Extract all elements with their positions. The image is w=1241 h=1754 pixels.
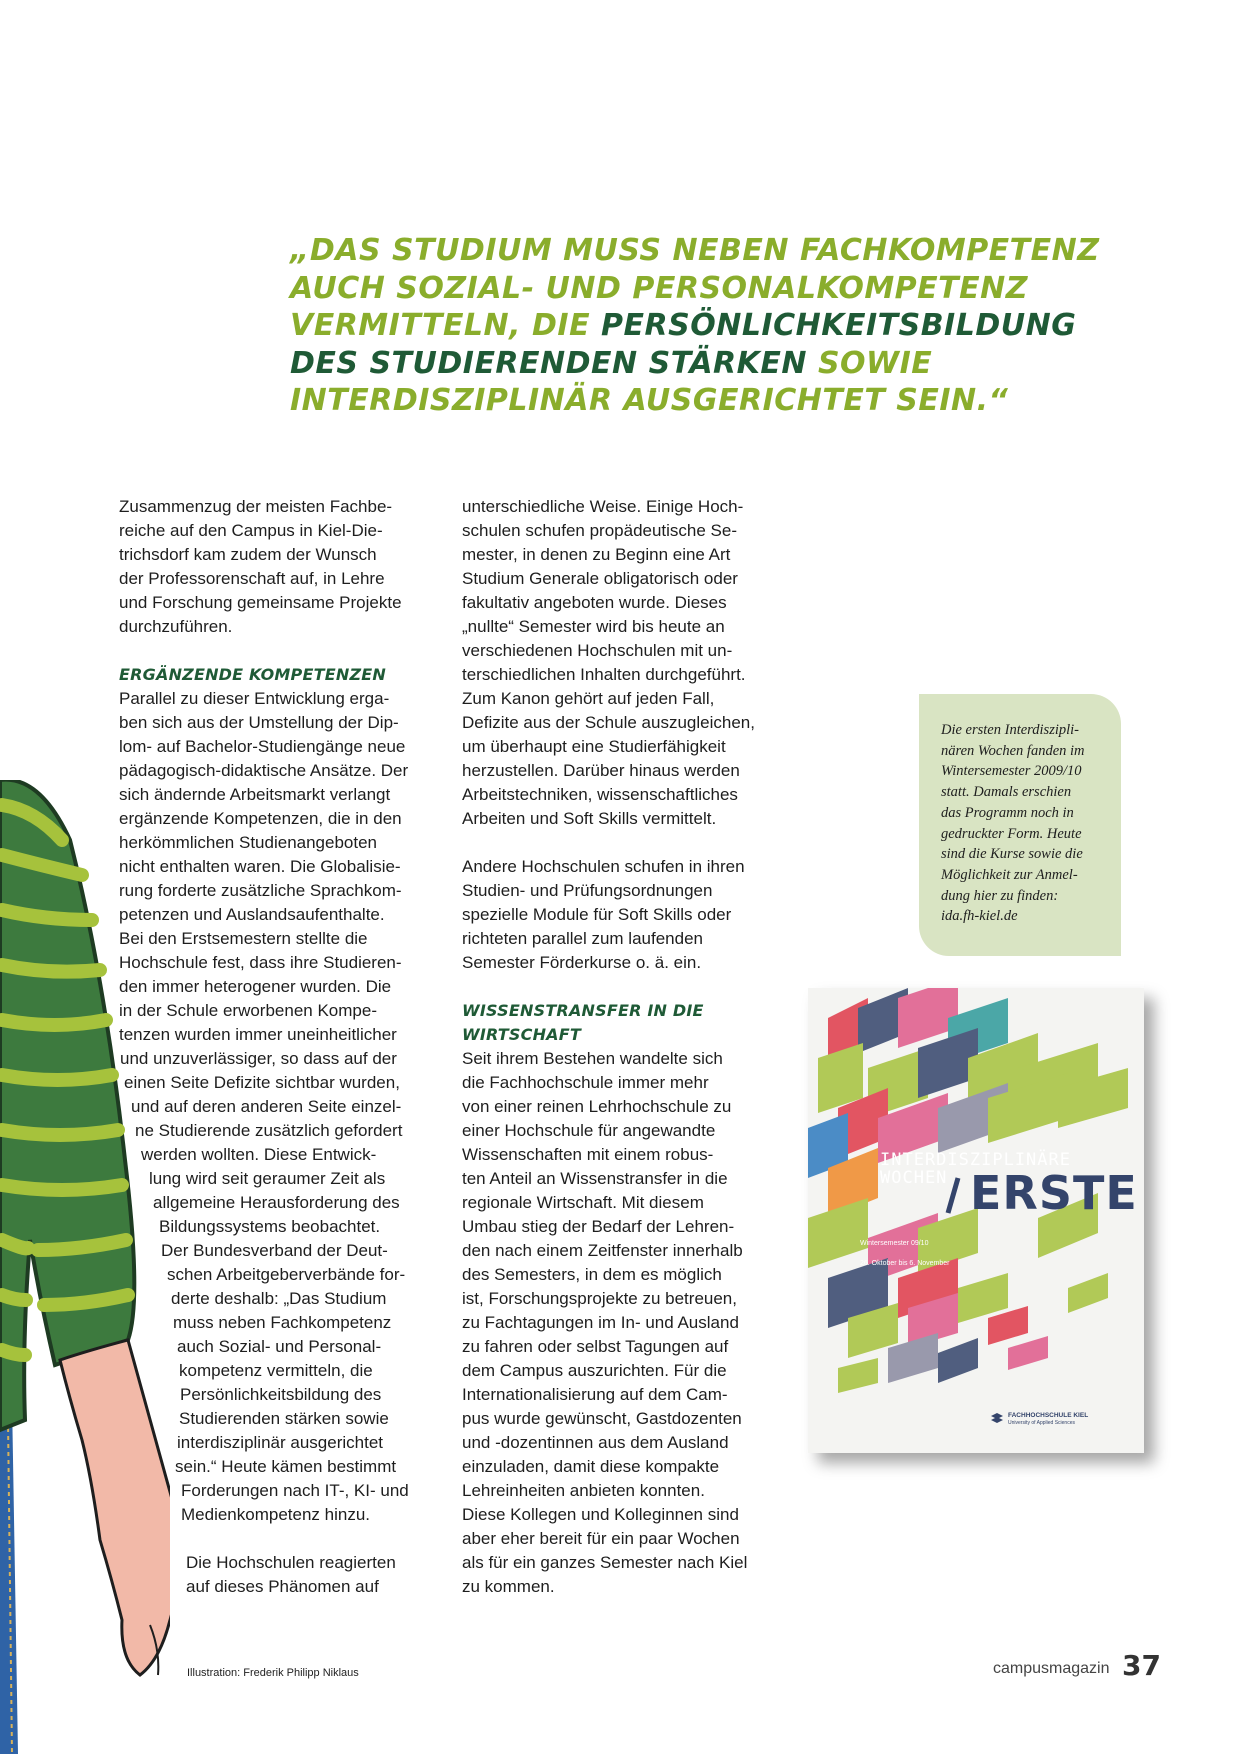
text-line: zu Fachtagungen im In- und Ausland — [462, 1313, 739, 1332]
text-line: um überhaupt eine Studierfähigkeit — [462, 737, 726, 756]
cover-big-word: ERSTE — [970, 1166, 1138, 1220]
text-line: nären Wochen fanden im — [941, 742, 1085, 759]
heading-line: WIRTSCHAFT — [462, 1025, 581, 1044]
cover-semester: Wintersemester 09/10 — [860, 1240, 929, 1247]
text-line: ben sich aus der Umstellung der Dip- — [119, 713, 399, 732]
text-line: Der Bundesverband der Deut- — [161, 1241, 388, 1260]
text-line: dem Campus auszurichten. Für die — [462, 1361, 727, 1380]
text-line: derte deshalb: „Das Studium — [171, 1289, 387, 1308]
text-line: statt. Damals erschien — [941, 784, 1072, 801]
text-line: auch Sozial- und Personal- — [177, 1337, 382, 1356]
page-number: 37 — [1122, 1649, 1161, 1682]
quote-line-1: „DAS STUDIUM MUSS NEBEN FACHKOMPETENZ — [290, 233, 1100, 268]
text-line: zu fahren oder selbst Tagungen auf — [462, 1337, 729, 1356]
section-heading-ergaenzende-kompetenzen: ERGÄNZENDE KOMPETENZEN — [119, 665, 386, 684]
text-line: gedruckter Form. Heute — [941, 825, 1082, 842]
text-line: Studium Generale obligatorisch oder — [462, 569, 738, 588]
cover-title-line-2: WOCHEN — [880, 1168, 948, 1188]
text-line: muss neben Fachkompetenz — [173, 1313, 392, 1332]
text-line: regionale Wirtschaft. Mit diesem — [462, 1193, 704, 1212]
text-line: Wintersemester 2009/10 — [941, 763, 1082, 780]
text-line: sind die Kurse sowie die — [941, 846, 1083, 863]
text-line: schen Arbeitgeberverbände for- — [167, 1265, 406, 1284]
book-cover-image — [808, 988, 1144, 1453]
paragraph — [119, 495, 439, 639]
text-line: „nullte“ Semester wird bis heute an — [462, 617, 725, 636]
text-line: Defizite aus der Schule auszugleichen, — [462, 713, 755, 732]
paragraph — [462, 495, 802, 831]
text-line: sein.“ Heute kämen bestimmt — [175, 1457, 397, 1476]
text-line: ida.fh-kiel.de — [941, 908, 1018, 925]
text-line: und unzuverlässiger, so dass auf der — [120, 1049, 397, 1068]
text-line: mester, in denen zu Beginn eine Art — [462, 545, 731, 564]
article-column-2 — [462, 495, 802, 1599]
text-line: Hochschule fest, dass ihre Studieren- — [119, 953, 402, 972]
text-line: von einer reinen Lehrhochschule zu — [462, 1097, 732, 1116]
text-line: ergänzende Kompetenzen, die in den — [119, 809, 402, 828]
text-line: durchzuführen. — [119, 617, 233, 636]
text-line: Arbeiten und Soft Skills vermittelt. — [462, 809, 717, 828]
text-line: auf dieses Phänomen auf — [186, 1577, 379, 1596]
text-line: ne Studierende zusätzlich gefordert — [135, 1121, 403, 1140]
text-line: pädagogisch-didaktische Ansätze. Der — [119, 761, 409, 780]
text-line: einer Hochschule für angewandte — [462, 1121, 716, 1140]
quote-line-5: INTERDISZIPLINÄR AUSGERICHTET SEIN.“ — [290, 383, 1009, 418]
text-line: Seit ihrem Bestehen wandelte sich — [462, 1049, 723, 1068]
text-line: herkömmlichen Studienangeboten — [119, 833, 378, 852]
quote-line-3a: VERMITTELN, DIE — [290, 308, 602, 343]
text-line: und -dozentinnen aus dem Ausland — [462, 1433, 729, 1452]
text-line: aber eher bereit für ein paar Wochen — [462, 1529, 740, 1548]
paragraph — [462, 855, 802, 975]
quote-line-4b: SOWIE — [807, 345, 933, 381]
text-line: unterschiedliche Weise. Einige Hoch- — [462, 497, 744, 516]
text-line: richteten parallel zum laufenden — [462, 929, 703, 948]
text-line: den nach einem Zeitfenster innerhalb — [462, 1241, 743, 1260]
text-line: allgemeine Herausforderung des — [153, 1193, 400, 1212]
text-line: rung forderte zusätzliche Sprachkom- — [119, 881, 402, 900]
text-line: trichsdorf kam zudem der Wunsch — [119, 545, 377, 564]
text-line: Zum Kanon gehört auf jeden Fall, — [462, 689, 715, 708]
cover-dates: 26. Oktober bis 6. November — [860, 1260, 950, 1267]
text-line: und Forschung gemeinsame Projekte — [119, 593, 402, 612]
text-line: tenzen wurden immer uneinheitlicher — [119, 1025, 397, 1044]
text-line: Parallel zu dieser Entwicklung erga- — [119, 689, 390, 708]
text-line: sich ändernde Arbeitsmarkt verlangt — [119, 785, 391, 804]
text-line: den immer heterogener wurden. Die — [119, 977, 392, 996]
text-line: schulen schufen propädeutische Se- — [462, 521, 738, 540]
text-line: zu kommen. — [462, 1577, 555, 1596]
text-line: petenzen und Auslandsaufenthalte. — [119, 905, 385, 924]
fh-kiel-logo-icon — [990, 1412, 1004, 1426]
text-line: und auf deren anderen Seite einzel- — [131, 1097, 402, 1116]
paragraph — [462, 1047, 802, 1599]
text-line: Semester Förderkurse o. ä. ein. — [462, 953, 702, 972]
paragraph — [119, 687, 439, 1527]
text-line: lom- auf Bachelor-Studiengänge neue — [119, 737, 406, 756]
section-heading-wissenstransfer — [462, 999, 802, 1047]
text-line: des Semesters, in dem es möglich — [462, 1265, 722, 1284]
text-line: Bildungssystems beobachtet. — [159, 1217, 381, 1236]
magazine-name: campusmagazin — [993, 1660, 1110, 1677]
text-line: terschiedlichen Inhalten durchgeführt. — [462, 665, 746, 684]
sidebar-note — [919, 694, 1121, 956]
article-column-1 — [119, 495, 439, 1599]
pull-quote — [290, 232, 1100, 420]
text-line: Medienkompetenz hinzu. — [181, 1505, 371, 1524]
text-line: in der Schule erworbenen Kompe- — [119, 1001, 377, 1020]
text-line: Arbeitstechniken, wissenschaftliches — [462, 785, 738, 804]
quote-line-4a: DES STUDIERENDEN STÄRKEN — [290, 345, 807, 381]
text-line: Bei den Erstsemestern stellte die — [119, 929, 368, 948]
cover-title-line-1: INTERDISZIPLINÄRE — [880, 1150, 1071, 1170]
text-line: Die ersten Interdiszipli- — [941, 722, 1079, 738]
paragraph — [119, 1551, 439, 1599]
text-line: das Programm noch in — [941, 804, 1074, 821]
book-cover-graphic — [808, 988, 1144, 1453]
heading-line: WISSENSTRANSFER IN DIE — [462, 1001, 704, 1020]
text-line: werden wollten. Diese Entwick- — [141, 1145, 377, 1164]
text-line: einen Seite Defizite sichtbar wurden, — [124, 1073, 400, 1092]
text-line: Die Hochschulen reagierten — [186, 1553, 396, 1572]
quote-line-2: AUCH SOZIAL- UND PERSONALKOMPETENZ — [290, 270, 1028, 306]
cover-publisher: FACHHOCHSCHULE KIEL — [1008, 1412, 1089, 1419]
text-line: Persönlichkeitsbildung des — [180, 1385, 382, 1404]
text-line: pus wurde gewünscht, Gastdozenten — [462, 1409, 742, 1428]
text-line: reiche auf den Campus in Kiel-Die- — [119, 521, 383, 540]
text-line: nicht enthalten waren. Die Globalisie- — [119, 857, 401, 876]
text-line: als für ein ganzes Semester nach Kiel — [462, 1553, 748, 1572]
text-line: die Fachhochschule immer mehr — [462, 1073, 709, 1092]
text-line: Internationalisierung auf dem Cam- — [462, 1385, 728, 1404]
text-line: Lehreinheiten anbieten konnten. — [462, 1481, 705, 1500]
text-line: verschiedenen Hochschulen mit un- — [462, 641, 733, 660]
text-line: Wissenschaften mit einem robus- — [462, 1145, 714, 1164]
text-line: kompetenz vermitteln, die — [179, 1361, 373, 1380]
text-line: fakultativ angeboten wurde. Dieses — [462, 593, 727, 612]
text-line: Studien- und Prüfungsordnungen — [462, 881, 713, 900]
text-line: lung wird seit geraumer Zeit als — [149, 1169, 386, 1188]
text-line: Umbau stieg der Bedarf der Lehren- — [462, 1217, 735, 1236]
text-line: ist, Forschungsprojekte zu betreuen, — [462, 1289, 737, 1308]
text-line: der Professorenschaft auf, in Lehre — [119, 569, 385, 588]
text-line: herzustellen. Darüber hinaus werden — [462, 761, 740, 780]
text-line: Möglichkeit zur Anmel- — [941, 866, 1078, 883]
text-line: Diese Kollegen und Kolleginnen sind — [462, 1505, 739, 1524]
text-line: Forderungen nach IT-, KI- und — [181, 1481, 409, 1500]
cover-publisher-sub: University of Applied Sciences — [1008, 1420, 1075, 1426]
text-line: einzuladen, damit diese kompakte — [462, 1457, 720, 1476]
text-line: Zusammenzug der meisten Fachbe- — [119, 497, 393, 516]
text-line: dung hier zu finden: — [941, 887, 1059, 904]
text-line: Studierenden stärken sowie — [179, 1409, 389, 1428]
text-line: interdisziplinär ausgerichtet — [177, 1433, 383, 1452]
quote-line-3b: PERSÖNLICHKEITSBILDUNG — [601, 308, 1077, 343]
illustration-credit: Illustration: Frederik Philipp Niklaus — [187, 1667, 359, 1679]
text-line: Andere Hochschulen schufen in ihren — [462, 857, 745, 876]
sidebar-note-text — [941, 720, 1111, 927]
text-line: ten Anteil an Wissenstransfer in die — [462, 1169, 728, 1188]
text-line: spezielle Module für Soft Skills oder — [462, 905, 732, 924]
